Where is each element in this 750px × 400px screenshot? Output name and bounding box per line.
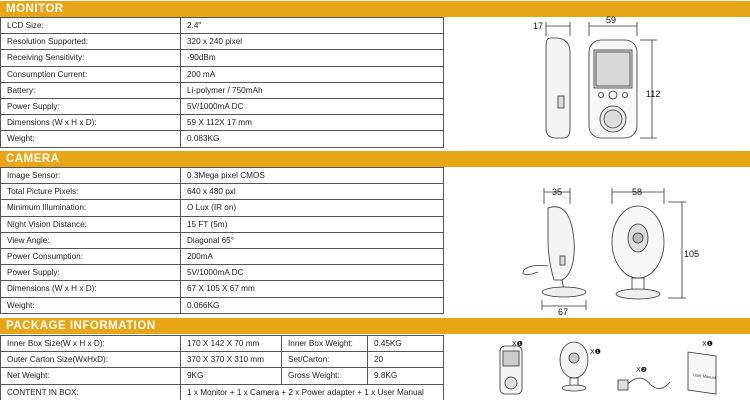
spec-value: -90dBm [181,50,444,66]
monitor-header: MONITOR [0,1,750,17]
spec-label: Battery: [1,82,181,98]
pkg-value: 370 X 370 X 310 mm [181,352,282,368]
spec-label: Consumption Current: [1,66,181,82]
table-row [1,98,444,114]
table-row [1,248,444,264]
spec-label: Night Vision Distance: [1,216,181,232]
camera-height-label: 105 [684,249,700,259]
table-row [1,82,444,98]
camera-header: CAMERA [0,151,750,167]
spec-value: 200mA [181,248,444,264]
spec-label: Image Sensor: [1,168,181,184]
pkg-label: CONTENT IN BOX: [1,384,181,400]
camera-dimension-drawing [510,180,710,316]
monitor-spec-table [0,17,444,148]
table-row [1,168,444,184]
monitor-width-label: 59 [606,16,617,25]
table-row [1,184,444,200]
spec-value: 200 mA [181,66,444,82]
table-row [1,265,444,281]
spec-label: Total Picture Pixels: [1,184,181,200]
table-row [1,131,444,147]
spec-value: Diagonal 65° [181,232,444,248]
spec-value: 320 x 240 pixel [181,34,444,50]
spec-label: Minimum Illumination: [1,200,181,216]
table-row [1,200,444,216]
camera-depth-label: 35 [552,187,563,197]
table-row [1,66,444,82]
spec-label: Receiving Sensitivity: [1,50,181,66]
spec-value: 2.4" [181,18,444,34]
pkg-label: Set/Carton: [282,352,368,368]
camera-width-label: 58 [632,187,643,197]
spec-label: Power Supply: [1,265,181,281]
table-row [1,34,444,50]
spec-value: 0.3Mega pixel CMOS [181,168,444,184]
pkg-label: Inner Box Size(W x H x D): [1,336,181,352]
camera-base-label: 67 [558,307,569,316]
spec-label: Resolution Supported: [1,34,181,50]
pkg-label: Inner Box Weight: [282,336,368,352]
pkg-label: Outer Carton Size(WxHxD): [1,352,181,368]
pkg-value: 9.8KG [368,368,444,384]
spec-value: 0.066KG [181,297,444,313]
table-row [1,384,444,400]
table-row [1,352,444,368]
monitor-height-label: 112 [646,89,661,99]
manual-qty: X❶ [702,341,713,348]
table-row [1,115,444,131]
adapter-item-icon [618,380,628,390]
spec-value: 5V/1000mA DC [181,265,444,281]
spec-label: Weight: [1,297,181,313]
table-row [1,18,444,34]
spec-label: Dimensions (W x H x D): [1,115,181,131]
adapter-qty: X❷ [636,367,647,374]
pkg-label: Gross Weight: [282,368,368,384]
spec-label: LCD Size: [1,18,181,34]
pkg-value: 20 [368,352,444,368]
box-contents-drawing [490,336,740,400]
package-header: PACKAGE INFORMATION [0,318,750,334]
table-row [1,368,444,384]
spec-label: Weight: [1,131,181,147]
spec-label: Power Supply: [1,98,181,114]
table-row [1,216,444,232]
spec-label: Dimensions (W x H x D): [1,281,181,297]
table-row [1,232,444,248]
table-row [1,336,444,352]
camera-qty: X❶ [590,349,601,356]
table-row [1,50,444,66]
table-row [1,297,444,313]
spec-value: 5V/1000mA DC [181,98,444,114]
camera-spec-table [0,167,444,314]
spec-value: 640 x 480 pxl [181,184,444,200]
spec-value: Li-polymer / 750mAh [181,82,444,98]
spec-value: 15 FT (5m) [181,216,444,232]
package-table [0,335,444,400]
spec-value: O Lux (IR on) [181,200,444,216]
table-row [1,281,444,297]
spec-value: 0.083KG [181,131,444,147]
pkg-value: 170 X 142 X 70 mm [181,336,282,352]
spec-label: View Angle: [1,232,181,248]
pkg-value: 9KG [181,368,282,384]
pkg-label: Net Weight: [1,368,181,384]
monitor-qty: X❶ [512,341,523,348]
manual-cover-text: User Manual [692,372,717,381]
pkg-content-value: 1 x Monitor + 1 x Camera + 2 x Power adapter + 1 x User Manual [181,384,444,400]
monitor-dimension-drawing [520,16,700,146]
spec-value: 67 X 105 X 67 mm [181,281,444,297]
spec-value: 59 X 112X 17 mm [181,115,444,131]
pkg-value: 0.45KG [368,336,444,352]
spec-label: Power Consumption: [1,248,181,264]
monitor-depth-label: 17 [533,21,544,31]
